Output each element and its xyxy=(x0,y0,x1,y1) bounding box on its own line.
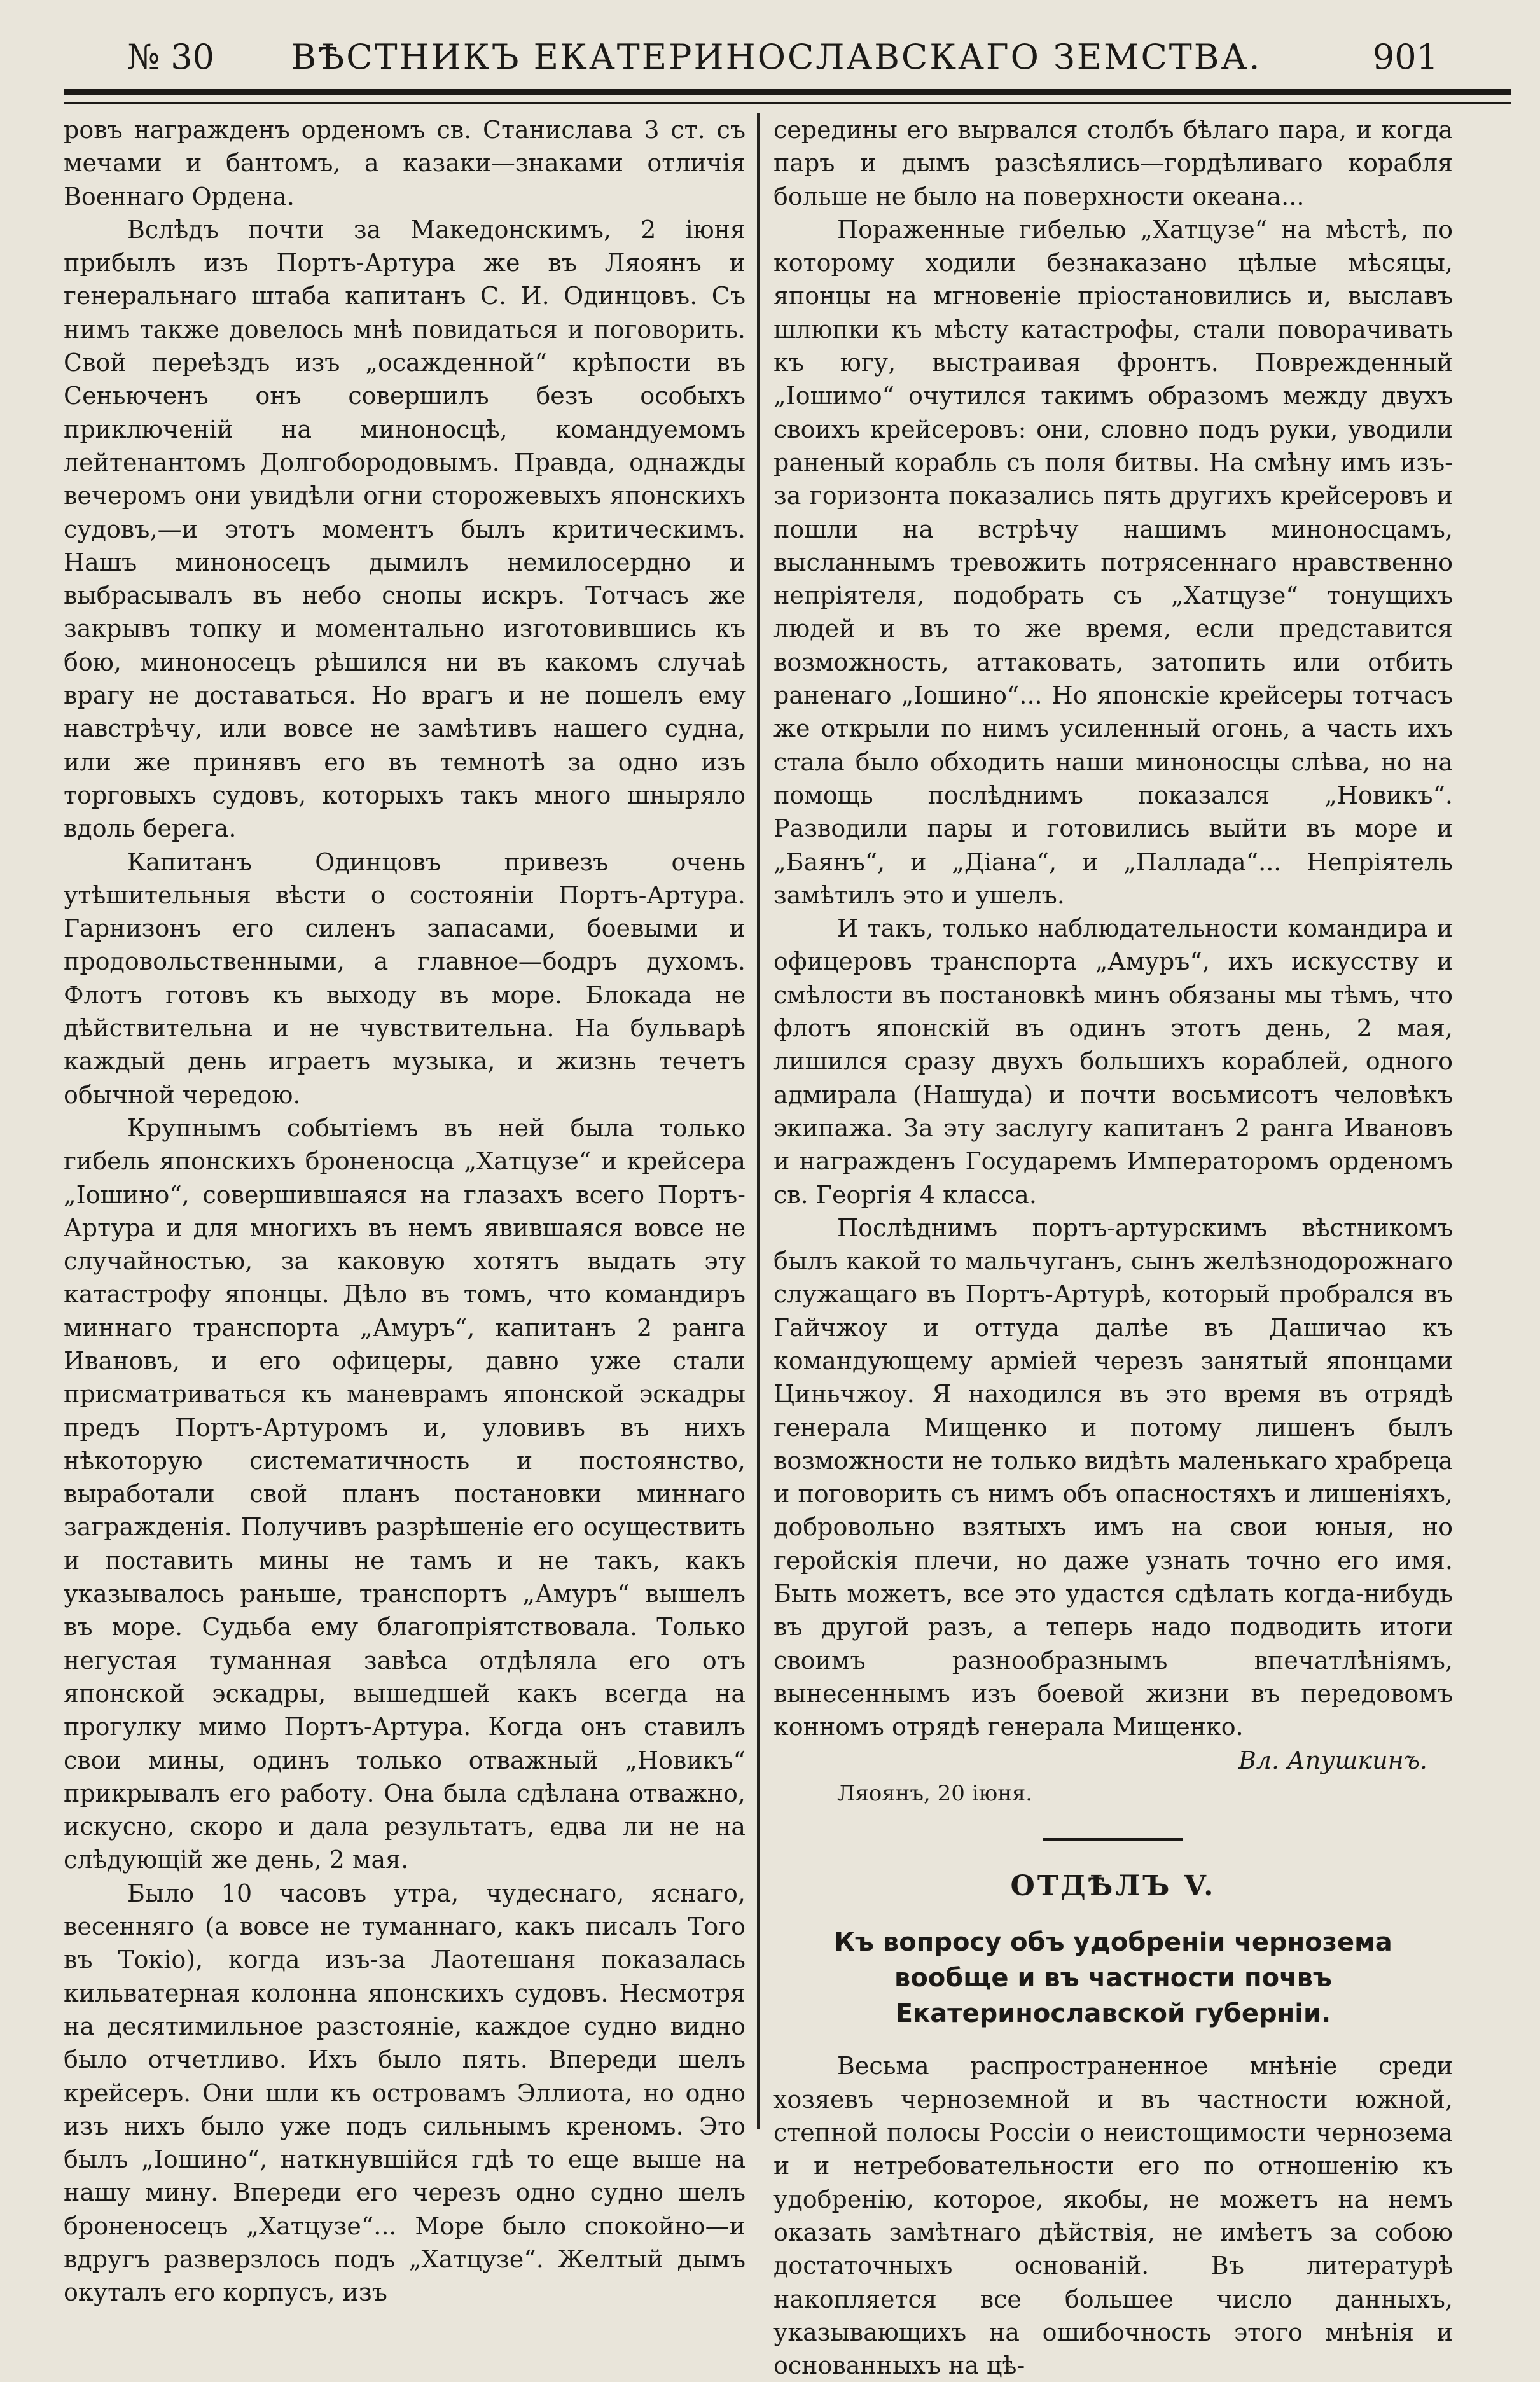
paragraph: И такъ, только наблюдательности командира и офицеровъ транспорта „Амуръ“, ихъ искусству и смѣлости въ постановкѣ минъ обязаны мы тѣмъ, что флотъ японскій въ одинъ этотъ день, 2 мая, лишился сразу двухъ большихъ кораблей, одного адмирала (Нашуда) и почти восьмисотъ человѣкъ экипажа. За эту заслугу капитанъ 2 ранга Ивановъ и награжденъ Государемъ Императоромъ орденомъ св. Георгія 4 класса. xyxy=(773,914,1453,1209)
paragraph: Было 10 часовъ утра, чудеснаго, яснаго, весенняго (а вовсе не туманнаго, какъ писалъ Того въ Токіо), когда изъ-за Лаотешаня показалась кильватерная колонна японскихъ судовъ. Несмотря на десятимильное разстояніе, каждое судно видно было отчетливо. Ихъ было пять. Впереди шелъ крейсеръ. Они шли къ островамъ Эллиота, но одно изъ нихъ было уже подъ сильнымъ креномъ. Это былъ „Іошино“, наткнувшійся гдѣ то еще выше на нашу мину. Впереди его черезъ одно судно шелъ броненосецъ „Хатцузе“... Море было спокойно—и вдругъ разверзлось подъ „Хатцузе“. Желтый дымъ окуталъ его корпусъ, изъ xyxy=(64,1879,746,2307)
page-header xyxy=(57,25,1495,89)
journal-title: ВѢСТНИКЪ ЕКАТЕРИНОСЛАВСКАГО ЗЕМСТВА. xyxy=(291,37,1262,77)
section-rule xyxy=(1043,1838,1183,1841)
paragraph: Пораженные гибелью „Хатцузе“ на мѣстѣ, по которому ходили безнаказано цѣлые мѣсяцы, японцы на мгновеніе пріостановились и, выславъ шлюпки къ мѣсту катастрофы, стали поворачивать къ югу, выстраивая фронтъ. Поврежденный „Іошимо“ очутился такимъ образомъ между двухъ своихъ крейсеровъ: они, словно подъ руки, уводили раненый корабль съ поля битвы. На смѣну имъ изъ-за горизонта показались пять другихъ крейсеровъ и пошли на встрѣчу нашимъ миноносцамъ, высланнымъ тревожить потрясеннаго нравственно непріятеля, подобрать съ „Хатцузе“ тонущихъ людей и въ то же время, если представится возможность, аттаковать, затопить или отбить раненаго „Іошино“... Но японскіе крейсеры тотчасъ же открыли по нимъ усиленный огонь, а часть ихъ стала было обходить наши миноносцы слѣва, но на помощь послѣднимъ показался „Новикъ“. Разводили пары и готовились выйти въ море и „Баянъ“, и „Діана“, и „Паллада“... Непріятель замѣтилъ это и ушелъ. xyxy=(773,215,1453,909)
text-columns xyxy=(64,113,1505,2380)
paragraph: середины его вырвался столбъ бѣлаго пара, и когда паръ и дымъ разсѣялись—гордѣливаго корабля больше не было на поверхности океана... xyxy=(773,116,1453,211)
page-number: 901 xyxy=(1372,37,1438,77)
paragraph: Весьма распространенное мнѣніе среди хозяевъ черноземной и въ частности южной, степной полосы Россіи о неистощимости чернозема и и нетребовательности его по отношенію къ удобренію, которое, якобы, не можетъ на немъ оказать замѣтнаго дѣйствія, не имѣетъ за собою достаточныхъ основаній. Въ литературѣ накопляется все большее число данныхъ, указывающихъ на ошибочность этого мнѣнія и основанныхъ на цѣ- xyxy=(773,2052,1453,2380)
paragraph: Вслѣдъ почти за Македонскимъ, 2 іюня прибылъ изъ Портъ-Артура же въ Ляоянъ и генеральнаго штаба капитанъ С. И. Одинцовъ. Съ нимъ также довелось мнѣ повидаться и поговорить. Свой переѣздъ изъ „осажденной“ крѣпости въ Сеньюченъ онъ совершилъ безъ особыхъ приключеній на миноносцѣ, командуемомъ лейтенантомъ Долгобородовымъ. Правда, однажды вечеромъ они увидѣли огни сторожевыхъ японскихъ судовъ,—и этотъ моментъ былъ критическимъ. Нашъ миноносецъ дымилъ немилосердно и выбрасывалъ въ небо снопы искръ. Тотчасъ же закрывъ топку и моментально изготовившись къ бою, миноносецъ рѣшился ни въ какомъ случаѣ врагу не доставаться. Но врагъ и не пошелъ ему навстрѣчу, или вовсе не замѣтивъ нашего судна, или же принявъ его въ темнотѣ за одно изъ торговыхъ судовъ, которыхъ такъ много шныряло вдоль берега. xyxy=(64,215,746,843)
issue-number: № 30 xyxy=(127,37,214,77)
paragraph: ровъ награжденъ орденомъ св. Станислава 3 ст. съ мечами и бантомъ, а казаки—знаками отличія Военнаго Ордена. xyxy=(64,116,746,211)
paragraph: Крупнымъ событіемъ въ ней была только гибель японскихъ броненосца „Хатцузе“ и крейсера „Іошино“, совершившаяся на глазахъ всего Портъ-Артура и для многихъ въ немъ явившаяся вовсе не случайностью, за каковую хотятъ выдать эту катастрофу японцы. Дѣло въ томъ, что командиръ миннаго транспорта „Амуръ“, капитанъ 2 ранга Ивановъ, и его офицеры, давно уже стали присматриваться къ маневрамъ японской эскадры предъ Портъ-Артуромъ и, уловивъ въ нихъ нѣкоторую систематичность и постоянство, выработали свой планъ постановки миннаго загражденія. Получивъ разрѣшеніе его осуществить и поставить мины не тамъ и не такъ, какъ указывалось раньше, транспортъ „Амуръ“ вышелъ въ море. Судьба ему благопріятствовала. Только негустая туманная завѣса отдѣляла его отъ японской эскадры, вышедшей какъ всегда на прогулку мимо Портъ-Артура. Когда онъ ставилъ свои мины, одинъ только отважный „Новикъ“ прикрывалъ его работу. Она была сдѣлана отважно, искусно, скоро и дала результатъ, едва ли не на слѣдующій же день, 2 мая. xyxy=(64,1113,746,1874)
paragraph: Послѣднимъ портъ-артурскимъ вѣстникомъ былъ какой то мальчуганъ, сынъ желѣзнодорожнаго служащаго въ Портъ-Артурѣ, который пробрался въ Гайчжоу и оттуда далѣе въ Дашичао къ командующему арміей черезъ занятый японцами Циньчжоу. Я находился въ это время въ отрядѣ генерала Мищенко и потому лишенъ былъ возможности не только видѣть маленькаго храбреца и поговорить съ нимъ объ опасностяхъ и лишеніяхъ, добровольно взятыхъ имъ на свои юныя, но геройскія плечи, но даже узнать точно его имя. Быть можетъ, все это удастся сдѣлать когда-нибудь въ другой разъ, а теперь надо подводить итоги своимъ разнообразнымъ впечатлѣніямъ, вынесеннымъ изъ боевой жизни въ передовомъ конномъ отрядѣ генерала Мищенко. xyxy=(773,1213,1453,1741)
right-column xyxy=(760,113,1453,2380)
author-signature: Вл. Апушкинъ. xyxy=(1238,1746,1427,1774)
paragraph: Капитанъ Одинцовъ привезъ очень утѣшительныя вѣсти о состояніи Портъ-Артура. Гарнизонъ его силенъ запасами, боевыми и продовольственными, а главное—бодръ духомъ. Флотъ готовъ къ выходу въ море. Блокада не дѣйствительна и не чувствительна. На бульварѣ каждый день играетъ музыка, и жизнь течетъ обычной чередою. xyxy=(64,847,746,1109)
header-rule xyxy=(64,89,1511,104)
article-title: Къ вопросу объ удобреніи чернозема вообще и въ частности почвъ Екатеринославской губерніи. xyxy=(834,1928,1392,2029)
section-heading: ОТДѢЛЪ V. xyxy=(1010,1870,1216,1903)
left-column xyxy=(64,113,757,2307)
place-date: Ляоянъ, 20 іюня. xyxy=(837,1780,1033,1806)
